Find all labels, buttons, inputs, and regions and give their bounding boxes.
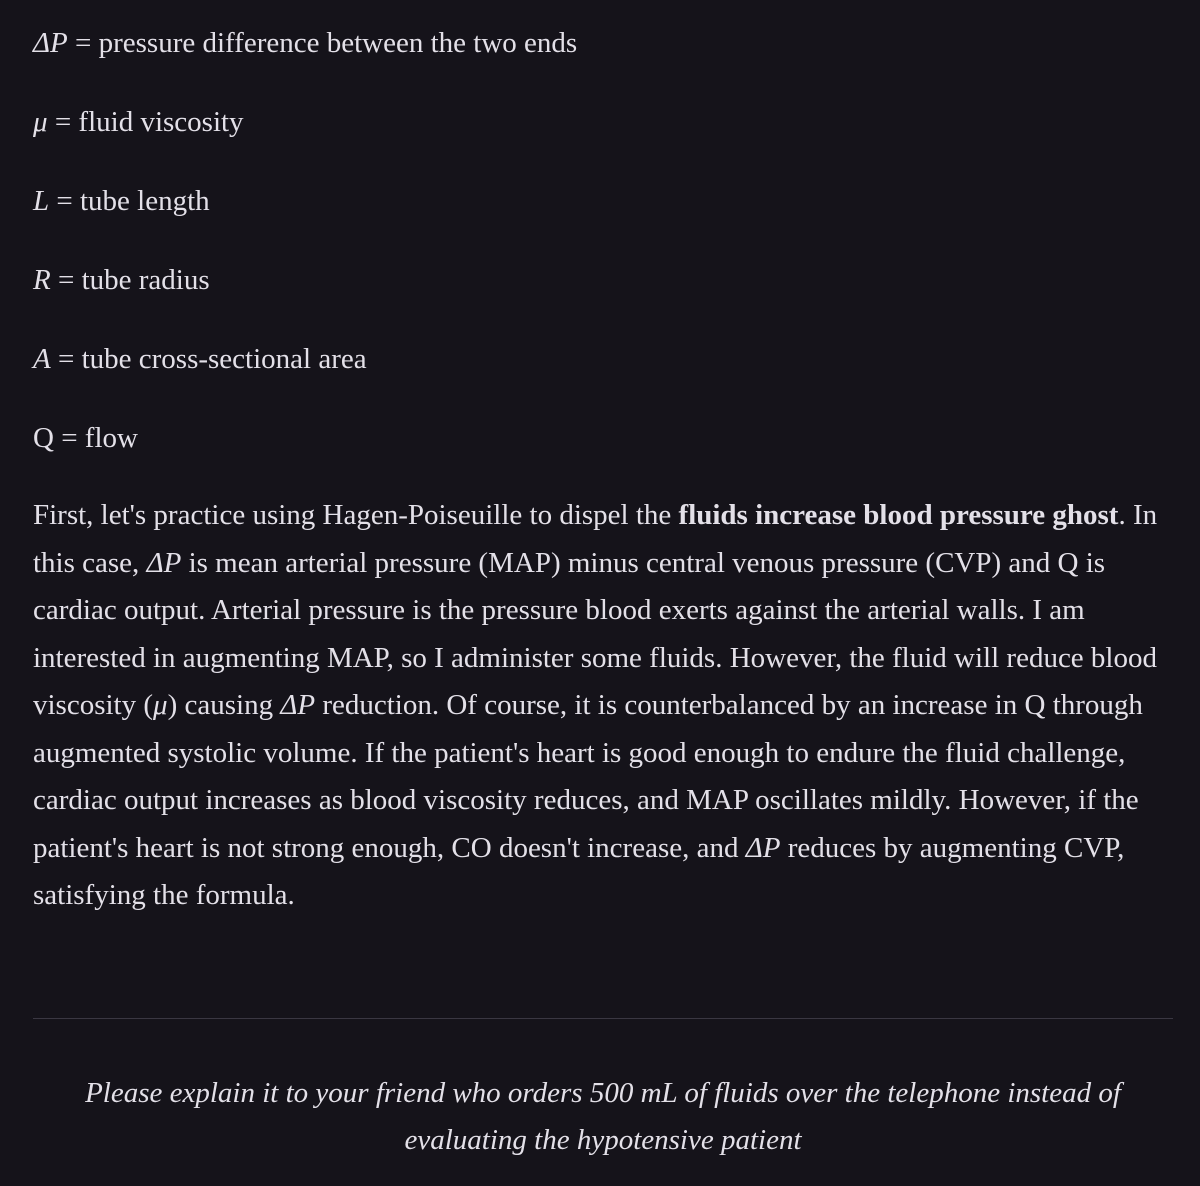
explanation-paragraph xyxy=(33,492,1173,920)
definition-text: = tube length xyxy=(49,185,210,217)
delta-p-symbol: ΔP xyxy=(745,831,781,864)
definition-r xyxy=(33,261,210,299)
definition-mu xyxy=(33,103,244,141)
definition-text: = fluid viscosity xyxy=(47,106,244,138)
paragraph-text: reduction. Of course, it is counterbalanced by an increase in Q through augmented systolic volume. If the patient's heart is good enough to endure the fluid challenge, cardiac output increases as blood viscosity reduces, and MAP oscillates mildly. However, if the patient's heart is not strong enough, CO doesn't increase, and xyxy=(33,689,1143,864)
definition-delta-p xyxy=(33,24,577,62)
paragraph-text: is mean arterial pressure (MAP) minus central venous pressure (CVP) and Q is cardiac output. Arterial pressure is the pressure blood exerts against the arterial walls. I am interested in augmenting MAP, so I administer some fluids. However, the fluid will reduce blood viscosity ( xyxy=(33,546,1157,721)
definition-a xyxy=(33,340,367,378)
mu-symbol: μ xyxy=(153,689,168,721)
paragraph-text: reduces by augmenting CVP, satisfying the formula. xyxy=(33,831,1125,911)
definition-symbol: ΔP xyxy=(33,27,68,59)
definition-l xyxy=(33,182,210,220)
definition-text: = tube cross-sectional area xyxy=(50,343,367,375)
definition-text: = flow xyxy=(53,422,138,454)
paragraph-text: First, let's practice using Hagen-Poiseuille to dispel the xyxy=(33,499,679,531)
delta-p-symbol: ΔP xyxy=(146,546,182,579)
definition-symbol: μ xyxy=(33,106,48,138)
paragraph-text: . In this case, xyxy=(33,499,1158,579)
delta-p-symbol: ΔP xyxy=(280,689,316,721)
definition-symbol: A xyxy=(33,343,51,375)
definition-symbol: R xyxy=(33,264,51,296)
section-divider xyxy=(33,1018,1173,1019)
paragraph-emphasis: fluids increase blood pressure ghost xyxy=(678,499,1119,531)
definition-q xyxy=(33,419,138,457)
paragraph-text: ) causing xyxy=(167,689,281,721)
definition-symbol: L xyxy=(33,185,50,217)
definition-text: = pressure difference between the two ends xyxy=(67,27,578,59)
definition-text: = tube radius xyxy=(50,264,210,296)
definition-symbol: Q xyxy=(33,422,54,454)
closing-prompt: Please explain it to your friend who orders 500 mL of fluids over the telephone instead of evaluating the hypotensive patient xyxy=(85,1077,1121,1156)
